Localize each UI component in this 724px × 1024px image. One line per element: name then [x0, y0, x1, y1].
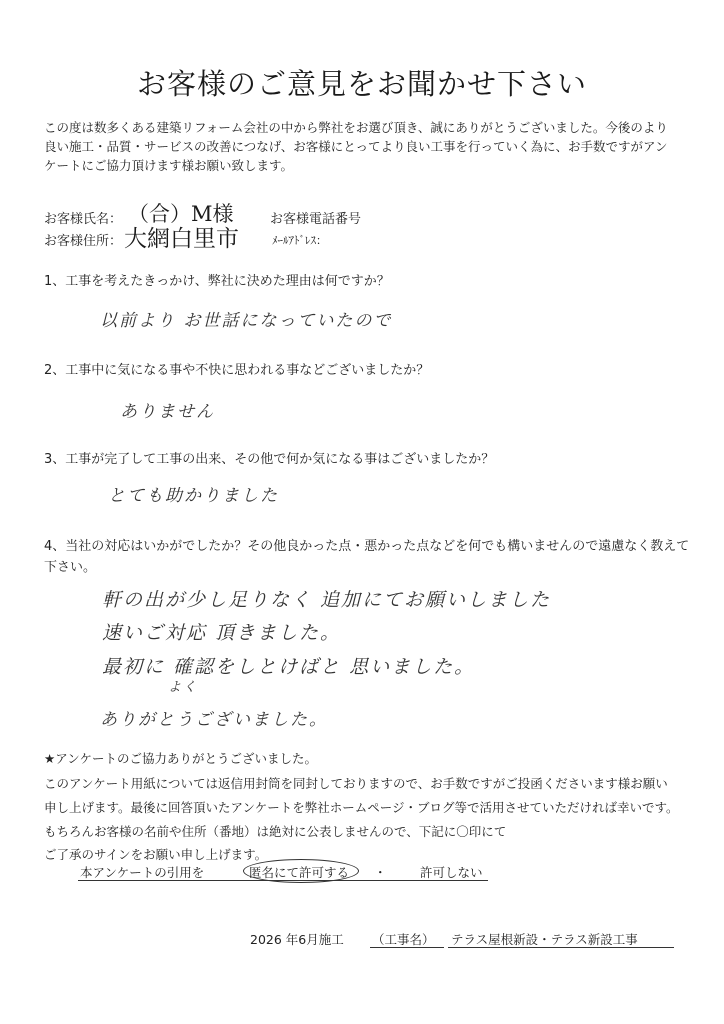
- footer-work-name-underline: [448, 947, 674, 948]
- question-4: 4、当社の対応はいかがでしたか？その他良かった点・悪かった点などを何でも構いませんので遠慮なく教えて: [44, 539, 690, 554]
- closing-line-2: 申し上げます。最後に回答頂いたアンケートを弊社ホームページ・ブログ等で活用させていただければ幸いです。: [44, 800, 679, 815]
- footer-work-label-underline: [370, 947, 444, 948]
- permission-option-deny[interactable]: 許可しない: [420, 865, 483, 880]
- answer-1: 以前より お世話になっていたので: [100, 311, 393, 331]
- customer-address-value: 大網白里市: [124, 226, 239, 252]
- closing-line-3: もちろんお客様の名前や住所（番地）は絶対に公表しませんので、下記に〇印にて: [44, 824, 507, 839]
- customer-name-label: お客様氏名：: [44, 212, 123, 227]
- customer-address-label: お客様住所：: [44, 234, 123, 249]
- intro-line-2: 良い施工・品質・サービスの改善につなげ、お客様にとってより良い工事を行っていく為に、お手数ですがアン: [44, 139, 668, 154]
- footer-work-name: テラス屋根新設・テラス新設工事: [451, 932, 638, 947]
- customer-phone-label: お客様電話番号: [270, 212, 362, 227]
- answer-4-line-4: ありがとうございました。: [100, 710, 328, 730]
- closing-line-1: このアンケート用紙については返信用封筒を同封しておりますので、お手数ですがご投函くださいます様お願い: [44, 776, 668, 791]
- intro-line-1: この度は数多くある建築リフォーム会社の中から弊社をお選び頂き、誠にありがとうございました。今後のより: [44, 120, 668, 135]
- intro-line-3: ケートにご協力頂けます様お願い致します。: [44, 158, 294, 173]
- page-title: お客様のご意見をお聞かせ下さい: [136, 67, 587, 101]
- answer-3: とても助かりました: [108, 486, 279, 506]
- question-2: 2、工事中に気になる事や不快に思われる事などございましたか？: [44, 363, 430, 378]
- question-1: 1、工事を考えたきっかけ、弊社に決めた理由は何ですか？: [44, 274, 390, 289]
- customer-email-label: ﾒｰﾙｱﾄﾞﾚｽ：: [272, 234, 327, 247]
- question-3: 3、工事が完了して工事の出来、その他で何か気になる事はございましたか？: [44, 452, 495, 467]
- answer-4-line-1: 軒の出が少し足りなく 追加にてお願いしました: [102, 589, 552, 611]
- footer-work-label: （工事名）: [372, 932, 435, 947]
- question-4-cont: 下さい。: [44, 560, 97, 575]
- closing-line-4: ご了承のサインをお願い申し上げます。: [44, 847, 268, 862]
- closing-heading: ★アンケートのご協力ありがとうございました。: [44, 751, 317, 766]
- footer-date: 2026 年6月施工: [250, 932, 344, 947]
- permission-option-anonymous[interactable]: 匿名にて許可する: [249, 865, 350, 880]
- permission-separator: ・: [374, 865, 387, 880]
- customer-name-value: （合）M様: [128, 202, 234, 226]
- answer-4-line-3: 最初に 確認をしとけばと 思いました。: [102, 656, 476, 678]
- answer-2: ありません: [120, 402, 215, 422]
- permission-underline: [78, 880, 488, 881]
- permission-prefix: 本アンケートの引用を: [80, 865, 205, 880]
- answer-4-insert: よく: [168, 680, 199, 695]
- answer-4-line-2: 速いご対応 頂きました。: [102, 622, 342, 644]
